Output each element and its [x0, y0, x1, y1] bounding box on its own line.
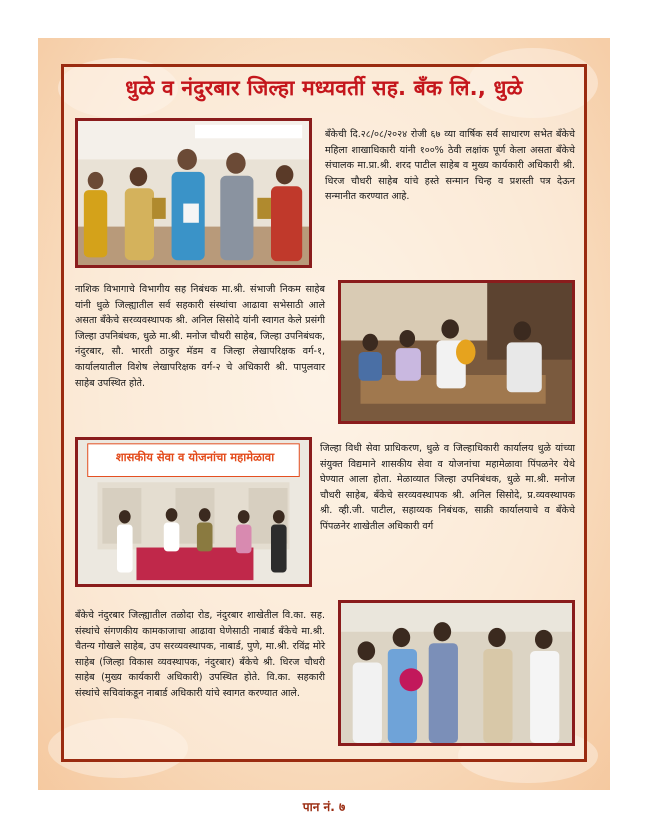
section-2-text: नाशिक विभागाचे विभागीय सह निबंधक मा.श्री. संभाजी निकम साहेब यांनी धुळे जिल्ह्यातील सर्व सहकारी संस्थांचा आढावा सभेसाठी आले असता बँकेचे सरव्यवस्थापक श्री. अनिल सिसोदे यांनी स्वागत केले प्रसंगी जिल्हा उपनिबंधक, धुळे मा.श्री. मनोज चौधरी साहेब, जिल्हा उपनिबंधक, नंदुरबार, सौ. भारती ठाकुर मॅडम व जिल्हा लेखापरिक्षक वर्ग-१, कार्यालयातील विशेष लेखापरिक्षक वर्ग-२ चे अधिकारी श्री. पापुलवार साहेब उपस्थित होते. — [75, 284, 325, 389]
section-4-text: बँकेचे नंदुरबार जिल्ह्यातील तळोदा रोड, नंदुरबार शाखेतील वि.का. सह. संस्थांचे संगणकीय कामकाजाचा आढावा घेणेसाठी नाबार्ड बँकेचे मा.श्री. चैतन्य गोखले साहेब, उप सरव्यवस्थापक, नाबार्ड, पुणे, मा.श्री. रविंद्र मोरे साहेब (जिल्हा विकास व्यवस्थापक, नंदुरबार) बँकेचे श्री. धिरज चौधरी साहेब (मुख्य कार्यकारी अधिकारी) उपस्थित होते. वि.का. सहकारी संस्थांचे सचिवांकडून नाबार्ड अधिकारी यांचे स्वागत करण्यात आले. — [75, 610, 325, 699]
banner-text: शासकीय सेवा व योजनांचा महामेळावा — [115, 450, 275, 464]
section-1-text: बँकेची दि.२८/०८/२०२४ रोजी ६७ व्या वार्षिक सर्व साधारण सभेत बँकेचे महिला शाखाधिकारी यांनी १००% ठेवी लक्षांक पूर्ण केला असता बँकेचे संचालक मा.प्रा.श्री. शरद पाटील साहेब व मुख्य कार्यकारी अधिकारी श्री. धिरज चौधरी साहेब यांचे हस्ते सन्मान चिन्ह व प्रशस्ती पत्र देऊन सन्मानीत करण्यात आहे. — [325, 129, 575, 203]
page-title: धुळे व नंदुरबार जिल्हा मध्यवर्ती सह. बँक लि., धुळे — [125, 76, 523, 100]
photo-review-meeting — [338, 280, 575, 424]
page-number: पान नं. ७ — [302, 800, 346, 814]
photo-nabard-visit — [338, 600, 575, 746]
section-3-text: जिल्हा विधी सेवा प्राधिकरण, धुळे व जिल्हाधिकारी कार्यालय धुळे यांच्या संयुक्त विद्यमाने शासकीय सेवा व योजनांचा महामेळावा पिंपळनेर येथे घेण्यात आला होता. मेळाव्यात जिल्हा उपनिबंधक, धुळे मा.श्री. मनोज चौधरी साहेब, बँकेचे सरव्यवस्थापक श्री. अनिल सिसोदे, प्र.व्यवस्थापक श्री. व्ही.जी. पाटील, सहाय्यक निबंधक, साक्री कार्यालयाचे व बँकेचे पिंपळनेर शाखेतील अधिकारी वर्ग — [320, 443, 575, 532]
photo-award-ceremony — [75, 118, 312, 268]
